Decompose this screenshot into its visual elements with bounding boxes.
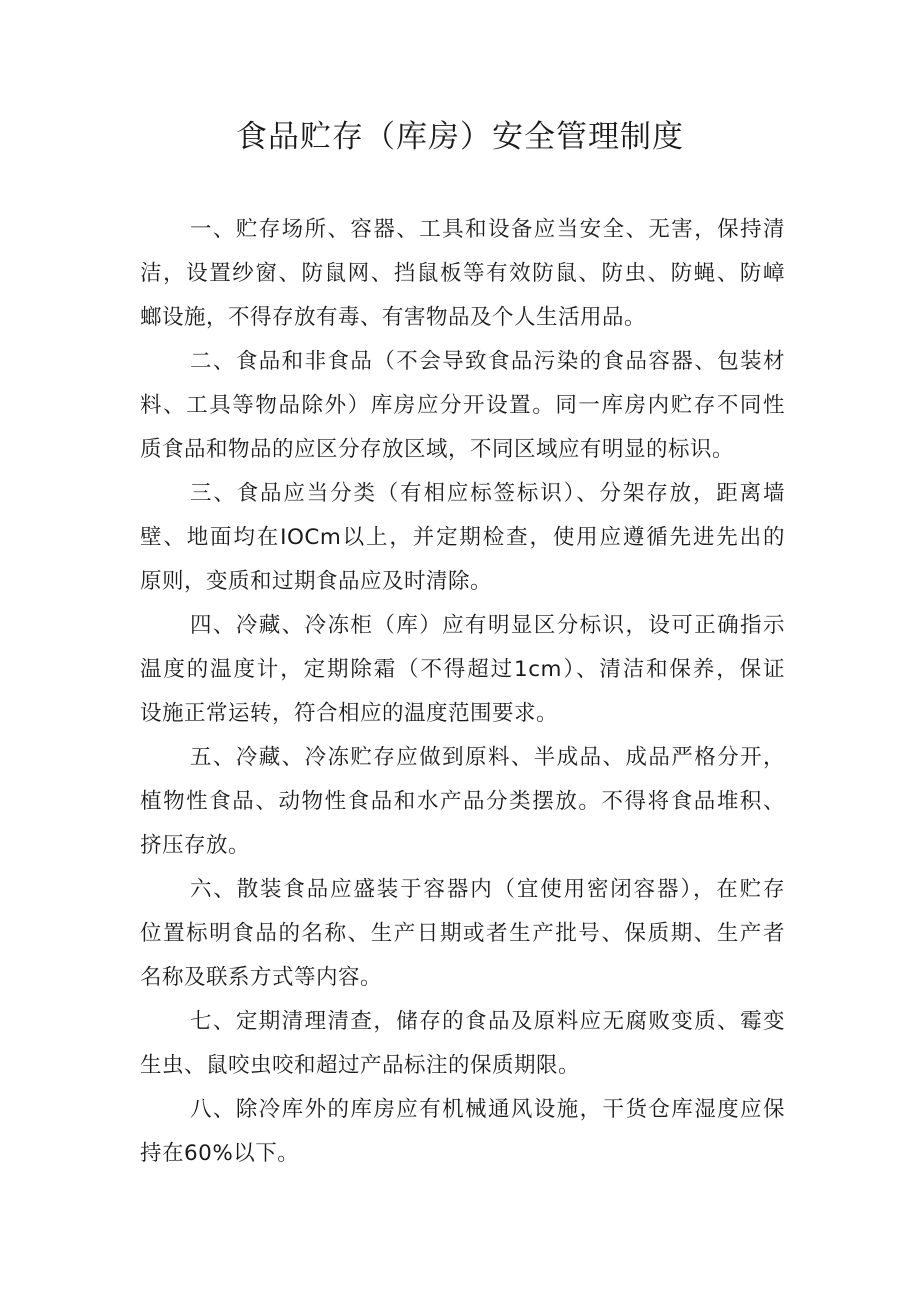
paragraph-line: 料、工具等物品除外）库房应分开设置。同一库房内贮存不同性 <box>140 393 785 418</box>
paragraph-line: 持在60%以下。 <box>140 1141 300 1166</box>
paragraph-1 <box>140 208 785 340</box>
paragraph-line: 八、除冷库外的库房应有机械通风设施，干货仓库湿度应保 <box>190 1097 785 1122</box>
paragraph-line: 挤压存放。 <box>140 833 251 858</box>
paragraph-line: 四、冷藏、冷冻柜（库）应有明显区分标识，设可正确指示 <box>190 613 785 638</box>
paragraph-line: 七、定期清理清查，储存的食品及原料应无腐败变质、霉变 <box>190 1009 785 1034</box>
paragraph-line: 五、冷藏、冷冻贮存应做到原料、半成品、成品严格分开， <box>190 745 785 770</box>
document-title: 食品贮存（库房）安全管理制度 <box>236 119 684 155</box>
paragraph-line: 一、贮存场所、容器、工具和设备应当安全、无害，保持清 <box>190 217 785 242</box>
paragraph-line: 二、食品和非食品（不会导致食品污染的食品容器、包装材 <box>190 349 785 374</box>
paragraph-line: 壁、地面均在IOCm以上，并定期检查，使用应遵循先进先出的 <box>140 525 785 550</box>
paragraph-line: 三、食品应当分类（有相应标签标识）、分架存放，距离墙 <box>190 481 785 506</box>
paragraph-line: 温度的温度计，定期除霜（不得超过1cm）、清洁和保养，保证 <box>140 657 785 682</box>
paragraph-line: 螂设施，不得存放有毒、有害物品及个人生活用品。 <box>140 305 647 330</box>
paragraph-7 <box>140 1000 785 1088</box>
paragraph-6 <box>140 868 785 1000</box>
paragraph-2 <box>140 340 785 472</box>
paragraph-line: 原则，变质和过期食品应及时清除。 <box>140 569 493 594</box>
paragraph-line: 植物性食品、动物性食品和水产品分类摆放。不得将食品堆积、 <box>140 789 785 814</box>
paragraph-line: 六、散装食品应盛装于容器内（宜使用密闭容器），在贮存 <box>190 877 785 902</box>
paragraph-line: 名称及联系方式等内容。 <box>140 965 383 990</box>
paragraph-8 <box>140 1088 785 1176</box>
paragraph-line: 洁，设置纱窗、防鼠网、挡鼠板等有效防鼠、防虫、防蝇、防嶂 <box>140 261 785 286</box>
paragraph-5 <box>140 736 785 868</box>
paragraph-4 <box>140 604 785 736</box>
paragraph-line: 设施正常运转，符合相应的温度范围要求。 <box>140 701 559 726</box>
document-body <box>140 208 785 1176</box>
paragraph-line: 质食品和物品的应区分存放区域，不同区域应有明显的标识。 <box>140 437 735 462</box>
paragraph-3 <box>140 472 785 604</box>
paragraph-line: 生虫、鼠咬虫咬和超过产品标注的保质期限。 <box>140 1053 581 1078</box>
paragraph-line: 位置标明食品的名称、生产日期或者生产批号、保质期、生产者 <box>140 921 785 946</box>
